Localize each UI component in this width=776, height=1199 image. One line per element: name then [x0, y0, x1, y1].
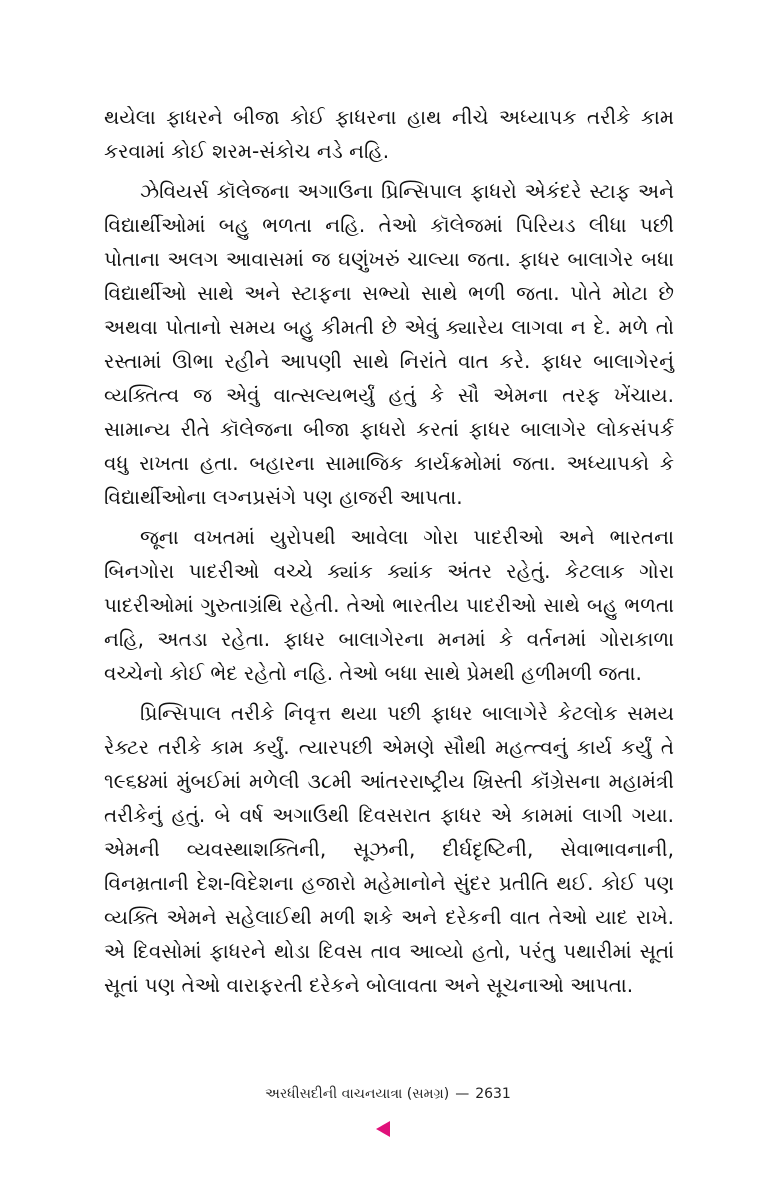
paragraph-1: થયેલા ફાધરને બીજા કોઈ ફાધરના હાથ નીચે અધ્યાપક તરીકે કામ કરવામાં કોઈ શરમ-સંકોચ નડે નહિ. [104, 105, 674, 163]
body-text [104, 100, 674, 1008]
previous-page-arrow-icon[interactable] [376, 1121, 390, 1137]
paragraph-4: પ્રિન્સિપાલ તરીકે નિવૃત્ત થયા પછી ફાધર બાલાગેરે કેટલોક સમય રેક્ટર તરીકે કામ કર્યું. ત્યારપછી એમણે સૌથી મહત્ત્વનું કાર્ય કર્યું તે ૧૯૬૪માં મુંબઈમાં મળેલી ૩૮મી આંતરરાષ્ટ્રીય ખ્રિસ્તી કૉંગ્રેસના મહામંત્રી તરીકેનું હતું. બે વર્ષ અગાઉથી દિવસરાત ફાધર એ કામમાં લાગી ગયા. એમની વ્યવસ્થાશક્તિની, સૂઝની, દીર્ઘદૃષ્ટિની, સેવાભાવનાની, વિનમ્રતાની દેશ-વિદેશના હજારો મહેમાનોને સુંદર પ્રતીતિ થઈ. કોઈ પણ વ્યક્તિ એમને સહેલાઈથી મળી શકે અને દરેકની વાત તેઓ યાદ રાખે. એ દિવસોમાં ફાધરને થોડા દિવસ તાવ આવ્યો હતો, પરંતુ પથારીમાં સૂતાં સૂતાં પણ તેઓ વારાફરતી દરેકને બોલાવતા અને સૂચનાઓ આપતા. [104, 701, 674, 997]
paragraph-2: ઝેવિયર્સ કૉલેજના અગાઉના પ્રિન્સિપાલ ફાધરો એકંદરે સ્ટાફ અને વિદ્યાર્થીઓમાં બહુ ભળતા નહિ. તેઓ કૉલેજમાં પિરિયડ લીધા પછી પોતાના અલગ આવાસમાં જ ઘણુંખરું ચાલ્યા જતા. ફાધર બાલાગેર બધા વિદ્યાર્થીઓ સાથે અને સ્ટાફના સભ્યો સાથે ભળી જતા. પોતે મોટા છે અથવા પોતાનો સમય બહુ કીમતી છે એવું ક્યારેય લાગવા ન દે. મળે તો રસ્તામાં ઊભા રહીને આપણી સાથે નિરાંતે વાત કરે. ફાધર બાલાગેરનું વ્યક્તિત્વ જ એવું વાત્સલ્યભર્યું હતું કે સૌ એમના તરફ ખેંચાય. સામાન્ય રીતે કૉલેજના બીજા ફાધરો કરતાં ફાધર બાલાગેર લોકસંપર્ક વધુ રાખતા હતા. બહારના સામાજિક કાર્યક્રમોમાં જતા. અધ્યાપકો કે વિદ્યાર્થીઓના લગ્નપ્રસંગે પણ હાજરી આપતા. [104, 179, 674, 509]
book-title: અરધીસદીની વાચનયાત્રા (સમગ્ર) [265, 1086, 450, 1102]
paragraph-3: જૂના વખતમાં યુરોપથી આવેલા ગોરા પાદરીઓ અને ભારતના બિનગોરા પાદરીઓ વચ્ચે ક્યાંક ક્યાંક અંતર રહેતું. કેટલાક ગોરા પાદરીઓમાં ગુરુતાગ્રંથિ રહેતી. તેઓ ભારતીય પાદરીઓ સાથે બહુ ભળતા નહિ, અતડા રહેતા. ફાધર બાલાગેરના મનમાં કે વર્તનમાં ગોરાકાળા વચ્ચેનો કોઈ ભેદ રહેતો નહિ. તેઓ બધા સાથે પ્રેમથી હળીમળી જતા. [104, 525, 674, 685]
footer-separator: — [455, 1086, 470, 1102]
page-footer [0, 1086, 776, 1102]
page-number: 2631 [475, 1086, 511, 1102]
